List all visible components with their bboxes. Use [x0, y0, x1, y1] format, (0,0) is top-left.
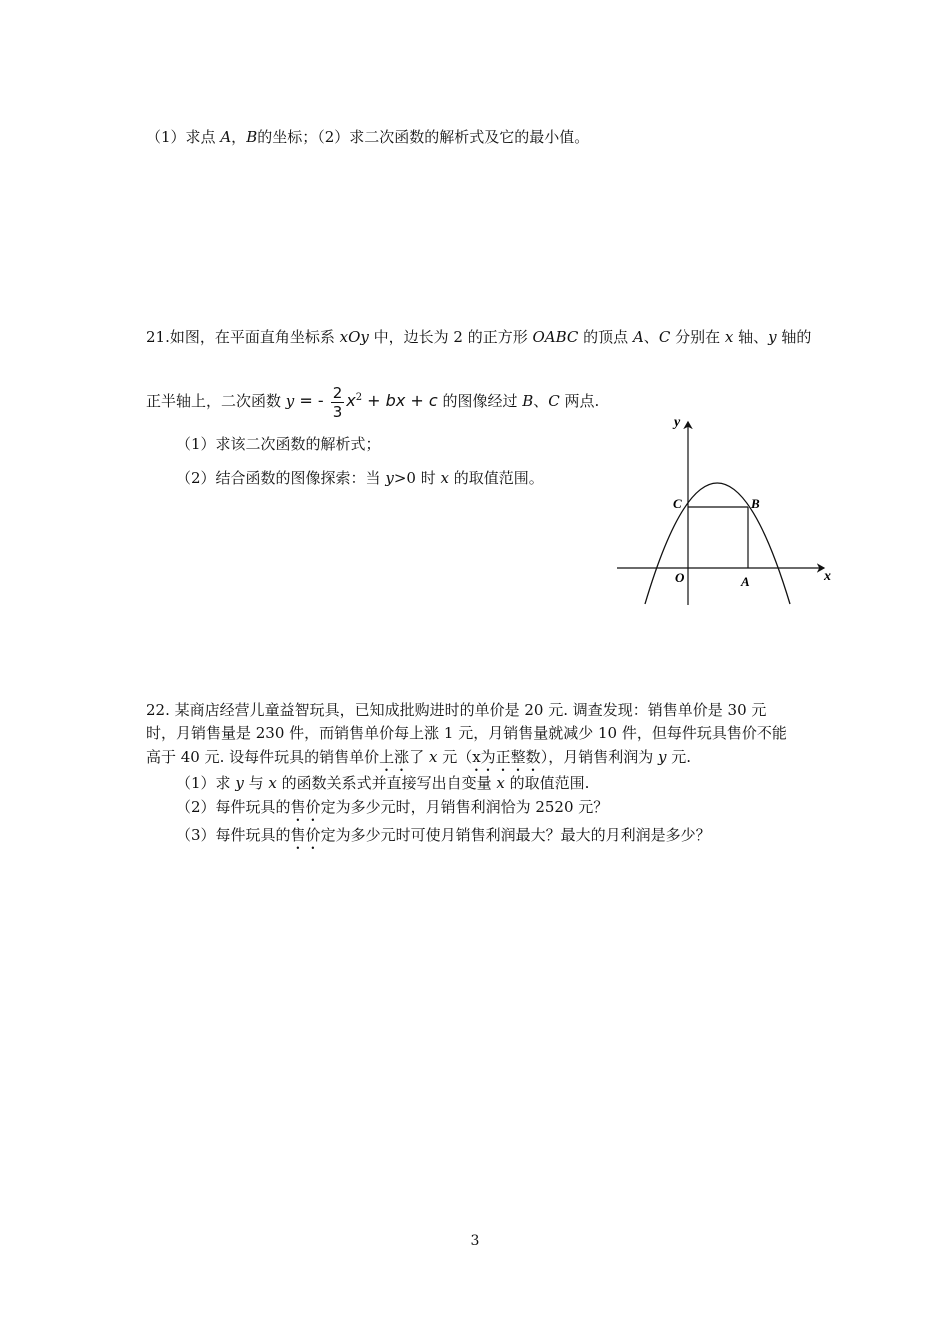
q21-text: 分别在 [670, 328, 725, 346]
q22-text: ），月销售利润为 [540, 748, 658, 766]
q21-oabc: OABC [532, 328, 579, 346]
q21-sub2-text: （2）结合函数的图像探索：当 [176, 469, 386, 487]
parabola-curve [645, 483, 790, 604]
page-number: 3 [470, 1233, 480, 1249]
q20-comma: ， [231, 128, 247, 146]
q21-text: 的图像经过 [437, 392, 523, 410]
q21-text: 的顶点 [578, 328, 633, 346]
q22-x: x [428, 748, 438, 766]
q22-sub1-text: 与 [243, 774, 269, 792]
q22-sub1-x2: x [496, 774, 505, 792]
q21-sub2-text: 的取值范围。 [448, 469, 544, 487]
q21-sub2-y: y [385, 469, 394, 487]
q21-y: y [768, 328, 777, 346]
q22-emphasis-integer: x为正整数 [472, 748, 541, 766]
q21-text: 21.如图，在平面直角坐标系 [146, 328, 340, 346]
q21-point-b: B [522, 392, 534, 410]
q20-subquestions [146, 127, 589, 147]
q21-function-y: y [285, 392, 295, 410]
q21-sub2-text: >0 时 [393, 469, 441, 487]
label-o: O [675, 570, 685, 585]
label-x: x [824, 569, 831, 584]
label-y: y [674, 415, 681, 430]
q20-sub1-rest: 的坐标； [257, 128, 318, 146]
q22-line1-text: 22. 某商店经营儿童益智玩具，已知成批购进时的单价是 20 元. 调查发现：销售单价是 30 元 [146, 701, 767, 719]
q21-figure [612, 410, 842, 610]
q21-x-var: x [346, 391, 356, 410]
q22-line2-text: 时，月销售量是 230 件，而销售单价每上涨 1 元，月销售量就减少 10 件，但每件玩具售价不能 [146, 724, 787, 742]
q22-sub3-text: 定为多少元时可使月销售利润最大？最大的月利润是多少？ [320, 826, 711, 844]
q20-sub1-label: （1）求点 [146, 128, 216, 146]
q22-emphasis-rise: 上涨 [379, 748, 410, 766]
q21-sub1 [176, 434, 381, 454]
q22-sub2-emphasis: 售价 [290, 798, 321, 816]
q21-text: 、 [533, 392, 549, 410]
q22-line2 [146, 723, 787, 743]
q21-line2 [146, 376, 599, 423]
q22-sub3-text: （3）每件玩具的 [176, 826, 291, 844]
label-c: C [673, 496, 682, 511]
q22-sub1-text: （1）求 [176, 774, 236, 792]
q22-sub3-emphasis: 售价 [290, 826, 321, 844]
q20-point-a: A [220, 128, 232, 146]
q22-y: y [657, 748, 667, 766]
q21-text: 轴、 [733, 328, 769, 346]
q22-sub2-text: 定为多少元时，月销售利润恰为 2520 元？ [320, 798, 609, 816]
q21-sub2-x: x [440, 469, 449, 487]
q21-sub1-text: （1）求该二次函数的解析式； [176, 435, 381, 453]
label-a: A [741, 574, 750, 589]
q22-sub1-y: y [235, 774, 244, 792]
label-b: B [751, 496, 760, 511]
q21-point-c: C [548, 392, 560, 410]
q21-text: 轴的 [776, 328, 812, 346]
q22-sub3 [176, 825, 711, 853]
q22-text: 了 [409, 748, 429, 766]
q21-point-a: A [632, 328, 644, 346]
q21-bx: bx [385, 391, 406, 410]
q21-x: x [724, 328, 734, 346]
q22-text: 元. [666, 748, 691, 766]
q22-sub1-text: 的取值范围. [504, 774, 590, 792]
q22-sub2 [176, 797, 608, 825]
q21-plus: + [362, 391, 386, 410]
q22-text: 元（ [437, 748, 473, 766]
q21-exponent: 2 [355, 392, 363, 403]
q22-line1 [146, 700, 766, 720]
q22-text: 高于 40 元. 设每件玩具的销售单价 [146, 748, 380, 766]
q21-text: 两点. [559, 392, 600, 410]
q22-sub1-text: 的函数关系式并直接写出自变量 [276, 774, 497, 792]
q22-line3 [146, 747, 691, 775]
q21-sub2 [176, 468, 544, 488]
q21-line1 [146, 327, 811, 347]
q21-xoy: xOy [339, 328, 369, 346]
q22-sub1 [176, 773, 589, 793]
q21-equals-minus: = - [294, 391, 329, 410]
q21-fraction-numerator: 2 [332, 383, 343, 402]
q20-sub2: （2）求二次函数的解析式及它的最小值。 [317, 128, 590, 146]
q21-point-c: C [658, 328, 671, 346]
q21-fraction-denominator: 3 [332, 402, 343, 421]
q20-point-b: B [246, 128, 258, 146]
q21-plus: + [405, 391, 429, 410]
q21-text: 正半轴上，二次函数 [146, 392, 286, 410]
q21-text: 、 [643, 328, 659, 346]
q22-sub2-text: （2）每件玩具的 [176, 798, 291, 816]
q21-text: 中，边长为 2 的正方形 [368, 328, 533, 346]
q22-sub1-x: x [268, 774, 277, 792]
q21-fraction [331, 384, 345, 421]
q21-c-var: c [428, 391, 438, 410]
